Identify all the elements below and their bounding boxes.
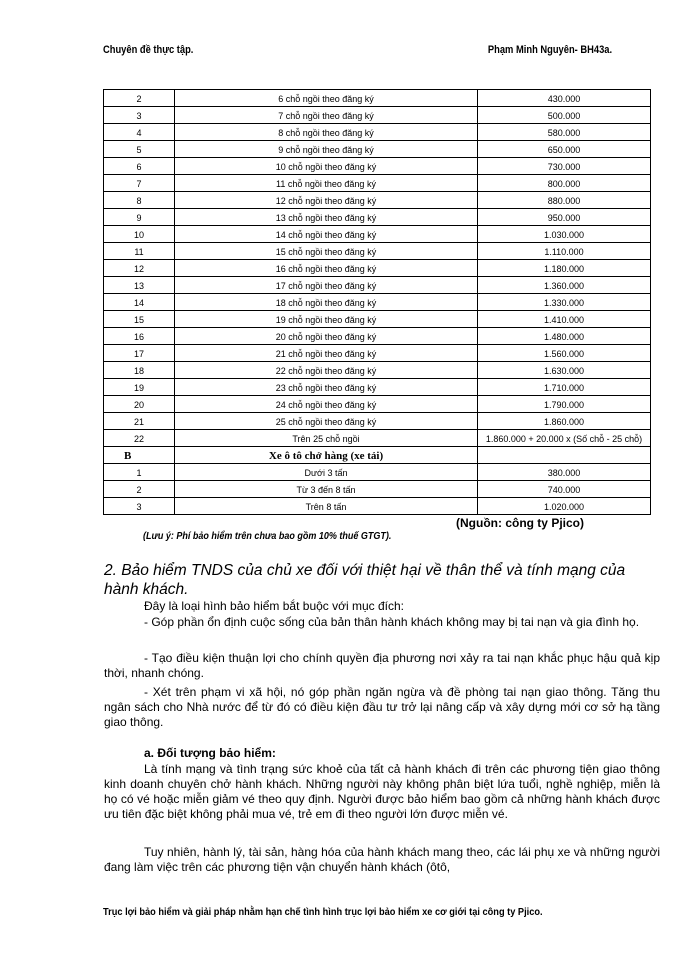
table-cell: Từ 3 đến 8 tấn (175, 481, 478, 498)
paragraph: Là tính mạng và tình trạng sức khoẻ của tất cả hành khách đi trên các phương tiện giao thông kinh doanh chuyên chở hành khách. Những người này không phân biệt lứa tuổi, nghề nghiệp, miễn là họ có vé hoặc miễn giảm vé theo quy định. Người được bảo hiểm bao gồm cả những hành khách được ưu tiên đặc biệt không phải mua vé, trẻ em đi theo người lớn được miễn vé. (104, 762, 660, 821)
table-cell: 11 chỗ ngồi theo đăng ký (175, 175, 478, 192)
table-cell: 580.000 (478, 124, 651, 141)
table-row (104, 345, 651, 362)
table-cell: Trên 8 tấn (175, 498, 478, 515)
fee-table (103, 89, 651, 515)
table-row (104, 175, 651, 192)
table-cell: 23 chỗ ngồi theo đăng ký (175, 379, 478, 396)
table-row (104, 430, 651, 447)
table-row (104, 124, 651, 141)
table-cell: 1.180.000 (478, 260, 651, 277)
table-cell: 21 chỗ ngồi theo đăng ký (175, 345, 478, 362)
table-cell: 9 chỗ ngồi theo đăng ký (175, 141, 478, 158)
table-cell: 1.330.000 (478, 294, 651, 311)
table-row (104, 158, 651, 175)
table-cell: 1.360.000 (478, 277, 651, 294)
table-cell: 1 (104, 464, 175, 481)
table-cell: 4 (104, 124, 175, 141)
table-row (104, 294, 651, 311)
table-cell: 1.030.000 (478, 226, 651, 243)
table-row (104, 226, 651, 243)
table-cell: 730.000 (478, 158, 651, 175)
table-cell: 6 (104, 158, 175, 175)
table-row (104, 413, 651, 430)
table-cell: 10 chỗ ngồi theo đăng ký (175, 158, 478, 175)
section-title: Xe ô tô chở hàng (xe tải) (175, 447, 478, 464)
table-cell: 740.000 (478, 481, 651, 498)
paragraph: - Tạo điều kiện thuận lợi cho chính quyền địa phương nơi xảy ra tai nạn khắc phục hậu quả kịp thời, nhanh chóng. (104, 651, 660, 680)
table-cell: 14 (104, 294, 175, 311)
source-note: (Nguồn: công ty Pjico) (456, 516, 584, 530)
table-cell: 15 (104, 311, 175, 328)
table-row (104, 243, 651, 260)
table-cell: 3 (104, 498, 175, 515)
table-row (104, 209, 651, 226)
table-cell: 22 (104, 430, 175, 447)
table-cell: 1.110.000 (478, 243, 651, 260)
table-section-row (104, 447, 651, 464)
table-cell: 1.860.000 (478, 413, 651, 430)
table-cell: 13 (104, 277, 175, 294)
table-cell: 13 chỗ ngồi theo đăng ký (175, 209, 478, 226)
table-cell: 20 (104, 396, 175, 413)
table-row (104, 277, 651, 294)
table-row (104, 379, 651, 396)
table-row (104, 328, 651, 345)
table-cell: 9 (104, 209, 175, 226)
table-row (104, 260, 651, 277)
table-row (104, 311, 651, 328)
table-cell: Trên 25 chỗ ngồi (175, 430, 478, 447)
table-cell: 1.710.000 (478, 379, 651, 396)
table-cell: 19 (104, 379, 175, 396)
table-row (104, 107, 651, 124)
table-cell: 800.000 (478, 175, 651, 192)
table-cell: 12 chỗ ngồi theo đăng ký (175, 192, 478, 209)
table-cell: 8 chỗ ngồi theo đăng ký (175, 124, 478, 141)
table-cell: 950.000 (478, 209, 651, 226)
table-cell: 14 chỗ ngồi theo đăng ký (175, 226, 478, 243)
paragraph: - Góp phần ổn định cuộc sống của bản thân hành khách không may bị tai nạn và gia đình họ. (144, 615, 640, 629)
table-cell: 2 (104, 90, 175, 107)
table-cell: 500.000 (478, 107, 651, 124)
table-cell: 1.560.000 (478, 345, 651, 362)
table-cell: 17 (104, 345, 175, 362)
table-cell: 1.410.000 (478, 311, 651, 328)
table-row (104, 141, 651, 158)
table-cell: 17 chỗ ngồi theo đăng ký (175, 277, 478, 294)
table-cell: 1.020.000 (478, 498, 651, 515)
table-cell: 8 (104, 192, 175, 209)
table-row (104, 192, 651, 209)
table-row (104, 396, 651, 413)
header-left: Chuyên đề thực tập. (103, 44, 194, 56)
table-row (104, 464, 651, 481)
paragraph: - Xét trên phạm vi xã hội, nó góp phần ngăn ngừa và đề phòng tai nạn giao thông. Tăng thu ngân sách cho Nhà nước để từ đó có điều kiện đầu tư trở lại nâng cấp và xây dựng mới cơ sở hạ tầng giao thông. (104, 685, 660, 729)
table-cell: Dưới 3 tấn (175, 464, 478, 481)
paragraph: Tuy nhiên, hành lý, tài sản, hàng hóa của hành khách mang theo, các lái phụ xe và những người đang làm việc trên các phương tiện vận chuyển hành khách (ôtô, (104, 845, 660, 874)
table-cell: 380.000 (478, 464, 651, 481)
table-cell: 880.000 (478, 192, 651, 209)
subsection-heading: a. Đối tượng bảo hiểm: (144, 746, 276, 760)
table-cell: 6 chỗ ngồi theo đăng ký (175, 90, 478, 107)
section-heading: 2. Bảo hiểm TNDS của chủ xe đối với thiệt hại về thân thể và tính mạng của hành khách. (104, 562, 626, 598)
section-code: B (104, 447, 175, 464)
paragraph: Đây là loại hình bảo hiểm bắt buộc với mục đích: (144, 599, 405, 613)
table-row (104, 481, 651, 498)
table-cell: 18 chỗ ngồi theo đăng ký (175, 294, 478, 311)
table-row (104, 498, 651, 515)
table-cell: 20 chỗ ngồi theo đăng ký (175, 328, 478, 345)
table-row (104, 362, 651, 379)
table-cell: 19 chỗ ngồi theo đăng ký (175, 311, 478, 328)
table-cell: 24 chỗ ngồi theo đăng ký (175, 396, 478, 413)
table-cell: 7 (104, 175, 175, 192)
table-cell: 11 (104, 243, 175, 260)
table-cell: 1.630.000 (478, 362, 651, 379)
vat-note: (Lưu ý: Phí bảo hiểm trên chưa bao gồm 10% thuế GTGT). (143, 531, 392, 542)
table-cell: 16 (104, 328, 175, 345)
table-cell: 10 (104, 226, 175, 243)
table-cell: 18 (104, 362, 175, 379)
table-cell: 16 chỗ ngồi theo đăng ký (175, 260, 478, 277)
table-cell: 2 (104, 481, 175, 498)
table-cell: 1.860.000 + 20.000 x (Số chỗ - 25 chỗ) (478, 430, 651, 447)
table-cell: 7 chỗ ngồi theo đăng ký (175, 107, 478, 124)
table-cell: 22 chỗ ngồi theo đăng ký (175, 362, 478, 379)
table-cell: 650.000 (478, 141, 651, 158)
table-cell (478, 447, 651, 464)
table-cell: 1.790.000 (478, 396, 651, 413)
table-cell: 430.000 (478, 90, 651, 107)
table-cell: 1.480.000 (478, 328, 651, 345)
page-footer: Trục lợi bảo hiểm và giải pháp nhằm hạn chế tình hình trục lợi bảo hiểm xe cơ giới tại công ty Pjico. (103, 906, 543, 918)
header-right: Phạm Minh Nguyên- BH43a. (487, 44, 612, 56)
table-cell: 12 (104, 260, 175, 277)
table-cell: 15 chỗ ngồi theo đăng ký (175, 243, 478, 260)
table-cell: 3 (104, 107, 175, 124)
table-cell: 5 (104, 141, 175, 158)
table-cell: 21 (104, 413, 175, 430)
table-cell: 25 chỗ ngồi theo đăng ký (175, 413, 478, 430)
table-row (104, 90, 651, 107)
